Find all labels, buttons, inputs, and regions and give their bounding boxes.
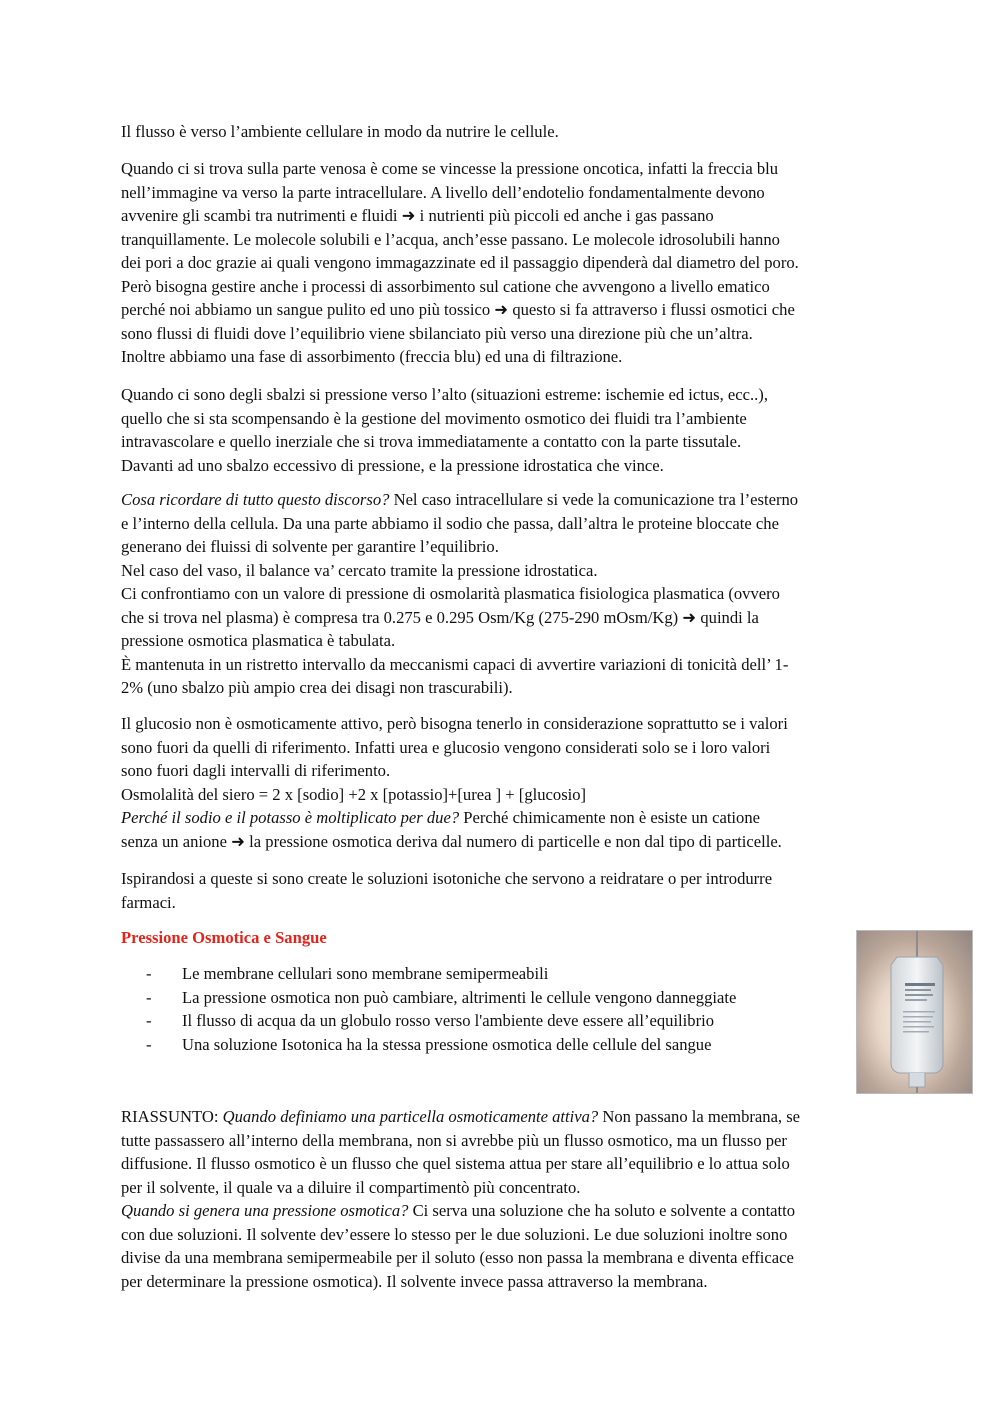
section-heading: Pressione Osmotica e Sangue <box>121 928 327 947</box>
text-line: Il flusso è verso l’ambiente cellulare in modo da nutrire le cellule. <box>121 122 559 141</box>
text-line <box>121 1105 881 1129</box>
list-item-text: La pressione osmotica non può cambiare, altrimenti le cellule vengono danneggiate <box>182 987 737 1007</box>
text-line: divise da una membrana semipermeabile per il soluto (esso non passa la membrana e diventa efficace <box>121 1248 794 1267</box>
text-line: sono fuori dagli intervalli di riferimento. <box>121 761 391 780</box>
italic-question: Perché il sodio e il potasso è moltiplicato per due? <box>121 808 460 827</box>
list-item-text: Il flusso di acqua da un globulo rosso verso l'ambiente deve essere all’equilibrio <box>182 1011 715 1030</box>
text-line: 2% (uno sbalzo più ampio crea dei disagi non trascurabili). <box>121 678 513 697</box>
text-line: Inoltre abbiamo una fase di assorbimento (freccia blu) ed una di filtrazione. <box>121 347 623 366</box>
bullet-marker: - <box>146 1011 152 1030</box>
text-line: tutte passassero all’interno della membrana, non si avrebbe più un flusso osmotico, ma un flusso per <box>121 1130 787 1150</box>
text-line: È mantenuta in un ristretto intervallo da meccanismi capaci di avvertire variazioni di tonicità dell’ 1- <box>121 654 789 674</box>
italic-question: Quando si genera una pressione osmotica? <box>121 1201 409 1220</box>
text-line: dei pori a doc grazie ai quali vengono immagazzinate ed il passaggio dipenderà dal diametro del poro. <box>121 253 799 272</box>
list-item <box>146 1033 712 1057</box>
list-item-text: Le membrane cellulari sono membrane semipermeabili <box>182 964 549 983</box>
text-line: Ispirandosi a queste si sono create le soluzioni isotoniche che servono a reidratare o per introdurre <box>121 869 773 888</box>
text-line: perché noi abbiamo un sangue pulito ed uno più tossico ➜ questo si fa attraverso i flussi osmotici che <box>121 300 795 319</box>
text-line: nell’immagine va verso la parte intracellulare. A livello dell’endotelio fondamentalmente devono <box>121 182 765 202</box>
bullet-marker: - <box>146 987 152 1007</box>
text-line: Davanti ad uno sbalzo eccessivo di pressione, e la pressione idrostatica che vince. <box>121 455 664 475</box>
text-line: pressione osmotica plasmatica è tabulata. <box>121 631 396 650</box>
iv-bag-illustration <box>857 931 972 1093</box>
paragraph-venous-side <box>121 157 881 369</box>
text-line: che si trova nel plasma) è compresa tra 0.275 e 0.295 Osm/Kg (275-290 mOsm/Kg) ➜ quindi la <box>121 607 759 627</box>
text-line <box>121 806 881 830</box>
text-line: per determinare la pressione osmotica). Il solvente invece passa attraverso la membrana. <box>121 1271 708 1291</box>
text-line: farmaci. <box>121 892 176 912</box>
paragraph-summary <box>121 1105 881 1293</box>
iv-bag-photo <box>856 930 973 1094</box>
text-line: Quando ci si trova sulla parte venosa è come se vincesse la pressione oncotica, infatti la freccia blu <box>121 159 779 178</box>
text-line: Il glucosio non è osmoticamente attivo, però bisogna tenerlo in considerazione soprattutto se i valori <box>121 714 788 733</box>
text-run: Ci serva una soluzione che ha soluto e solvente a contatto <box>408 1201 796 1220</box>
list-item <box>146 962 700 986</box>
text-line: avvenire gli scambi tra nutrimenti e fluidi ➜ i nutrienti più piccoli ed anche i gas passano <box>121 206 714 225</box>
list-item <box>146 986 737 1010</box>
text-run: Perché chimicamente non è esiste un catione <box>459 808 761 827</box>
text-line <box>121 1199 881 1223</box>
bullet-marker: - <box>146 964 152 983</box>
text-line: Quando ci sono degli sbalzi si pressione verso l’alto (situazioni estreme: ischemie ed ictus, ecc..), <box>121 385 768 404</box>
text-run: Non passano la membrana, se <box>598 1107 801 1126</box>
paragraph-isotonic <box>121 867 881 914</box>
paragraph-pressure-spikes <box>121 383 881 477</box>
text-line: sono fuori da quelli di riferimento. Infatti urea e glucosio vengono considerati solo se i loro valori <box>121 737 771 757</box>
italic-question: Cosa ricordare di tutto questo discorso? <box>121 490 390 509</box>
text-line: con due soluzioni. Il solvente dev’essere lo stesso per le due soluzioni. Le due soluzioni inoltre sono <box>121 1224 788 1244</box>
text-run: Nel caso intracellulare si vede la comunicazione tra l’esterno <box>389 490 799 509</box>
text-line <box>121 488 881 512</box>
text-line: tranquillamente. Le molecole solubili e l’acqua, anch’esse passano. Le molecole idrosolubili hanno <box>121 229 780 249</box>
text-line: sono flussi di fluidi dove l’equilibrio viene sbilanciato più verso una direzione più che un’altra. <box>121 323 753 343</box>
bullet-marker: - <box>146 1034 152 1054</box>
text-line: per il solvente, il quale va a diluire il compartimentò più concentrato. <box>121 1177 581 1197</box>
paragraph-flow-intro <box>121 120 881 144</box>
text-line: generano dei fluissi di solvente per garantire l’equilibrio. <box>121 537 499 556</box>
list-item-text: Una soluzione Isotonica ha la stessa pressione osmotica delle cellule del sangue <box>182 1034 712 1054</box>
text-line: quello che si sta scompensando è la gestione del movimento osmotico dei fluidi tra l’ambiente <box>121 408 747 428</box>
text-line: intravascolare e quello inerziale che si trova immediatamente a contatto con la parte tissutale. <box>121 432 742 451</box>
text-line: Però bisogna gestire anche i processi di assorbimento sul catione che avvengono a livello ematico <box>121 276 770 296</box>
text-line: diffusione. Il flusso osmotico è un flusso che quel sistema attua per stare all’equilibrio e lo attua solo <box>121 1154 790 1173</box>
formula-line: Osmolalità del siero = 2 x [sodio] +2 x [potassio]+[urea ] + [glucosio] <box>121 784 587 804</box>
list-item <box>146 1009 715 1033</box>
text-line: Nel caso del vaso, il balance va’ cercato tramite la pressione idrostatica. <box>121 560 598 580</box>
text-line: senza un anione ➜ la pressione osmotica deriva dal numero di particelle e non dal tipo di particelle. <box>121 831 782 851</box>
paragraph-glucose <box>121 712 881 853</box>
italic-question: Quando definiamo una particella osmoticamente attiva? <box>222 1107 599 1126</box>
bullet-list <box>146 962 737 1056</box>
paragraph-what-to-remember <box>121 488 881 700</box>
text-line: Ci confrontiamo con un valore di pressione di osmolarità plasmatica fisiologica plasmatica (ovvero <box>121 584 780 603</box>
summary-label: RIASSUNTO: <box>121 1107 223 1126</box>
text-line: e l’interno della cellula. Da una parte abbiamo il sodio che passa, dall’altra le proteine bloccate che <box>121 513 779 533</box>
